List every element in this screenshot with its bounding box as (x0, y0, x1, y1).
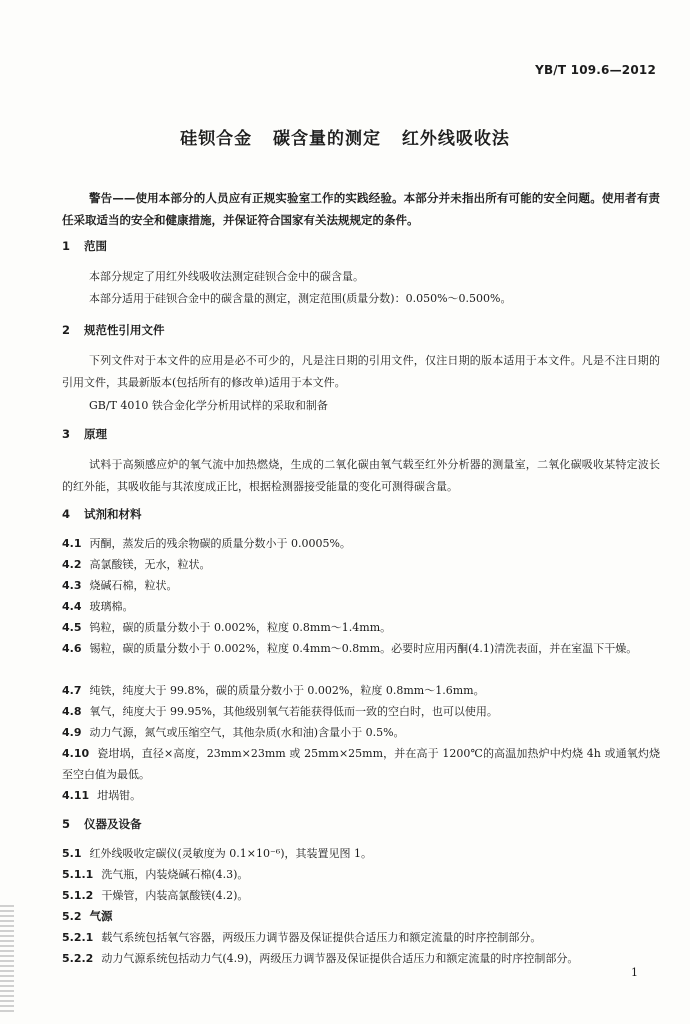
list-item: 5.1.1 洗气瓶，内装烧碱石棉(4.3)。 (62, 868, 249, 881)
page-title: 硅钡合金 碳含量的测定 红外线吸收法 (180, 129, 510, 149)
list-item: 5.2.2 动力气源系统包括动力气(4.9)，两级压力调节器及保证提供合适压力和额定流量的时序控制部分。 (62, 952, 579, 965)
list-item: 5.1.2 干燥管，内装高氯酸镁(4.2)。 (62, 889, 249, 902)
list-item: 4.9 动力气源，氮气或压缩空气，其他杂质(水和油)含量小于 0.5%。 (62, 726, 405, 739)
list-item: 5.1 红外线吸收定碳仪(灵敏度为 0.1×10⁻⁶)，其装置见图 1。 (62, 847, 372, 860)
section-heading-4: 4 试剂和材料 (62, 507, 142, 521)
section-heading-5: 5 仪器及设备 (62, 817, 142, 831)
list-item: 4.10 瓷坩埚，直径×高度，23mm×23mm 或 25mm×25mm，并在高于 1200℃的高温加热炉中灼烧 4h 或通氧灼烧至空白值为最低。 (62, 747, 660, 781)
scope-paragraph-2: 本部分适用于硅钡合金中的碳含量的测定，测定范围(质量分数)：0.050%～0.500%。 (89, 292, 512, 305)
standard-number: YB/T 109.6—2012 (535, 63, 656, 77)
list-item: 4.11 坩埚钳。 (62, 789, 142, 802)
warning-paragraph: 警告——使用本部分的人员应有正规实验室工作的实践经验。本部分并未指出所有可能的安全问题。使用者有责任采取适当的安全和健康措施，并保证符合国家有关法规规定的条件。 (62, 191, 660, 227)
list-item: 4.7 纯铁，纯度大于 99.8%，碳的质量分数小于 0.002%，粒度 0.8mm～1.6mm。 (62, 684, 485, 697)
principle-paragraph: 试料于高频感应炉的氧气流中加热燃烧，生成的二氧化碳由氧气载至红外分析器的测量室，二氧化碳吸收某特定波长的红外能，其吸收能与其浓度成正比，根据检测器接受能量的变化可测得碳含量。 (62, 458, 660, 493)
list-item: 4.5 钨粒，碳的质量分数小于 0.002%，粒度 0.8mm～1.4mm。 (62, 621, 392, 634)
section-heading-2: 2 规范性引用文件 (62, 323, 165, 337)
list-item: 4.1 丙酮，蒸发后的残余物碳的质量分数小于 0.0005%。 (62, 537, 351, 550)
list-item: 5.2.1 载气系统包括氧气容器，两级压力调节器及保证提供合适压力和额定流量的时序控制部分。 (62, 931, 542, 944)
scope-paragraph-1: 本部分规定了用红外线吸收法测定硅钡合金中的碳含量。 (89, 270, 364, 283)
section-heading-1: 1 范围 (62, 239, 107, 253)
list-item: 4.3 烧碱石棉，粒状。 (62, 579, 178, 592)
list-item: 4.6 锡粒，碳的质量分数小于 0.002%，粒度 0.4mm～0.8mm。必要时应用丙酮(4.1)清洗表面，并在室温下干燥。 (62, 642, 638, 655)
references-paragraph: 下列文件对于本文件的应用是必不可少的，凡是注日期的引用文件，仅注日期的版本适用于本文件。凡是不注日期的引用文件，其最新版本(包括所有的修改单)适用于本文件。 (62, 354, 660, 389)
scan-edge-artifact (0, 905, 14, 1015)
section-heading-3: 3 原理 (62, 427, 107, 441)
list-item: 4.8 氧气，纯度大于 99.95%，其他级别氧气若能获得低而一致的空白时，也可以使用。 (62, 705, 498, 718)
subsection-heading: 5.2 气源 (62, 909, 113, 923)
page-number: 1 (631, 966, 638, 979)
list-item: 4.2 高氯酸镁，无水，粒状。 (62, 558, 211, 571)
reference-entry: GB/T 4010 铁合金化学分析用试样的采取和制备 (89, 399, 328, 412)
list-item: 4.4 玻璃棉。 (62, 600, 134, 613)
